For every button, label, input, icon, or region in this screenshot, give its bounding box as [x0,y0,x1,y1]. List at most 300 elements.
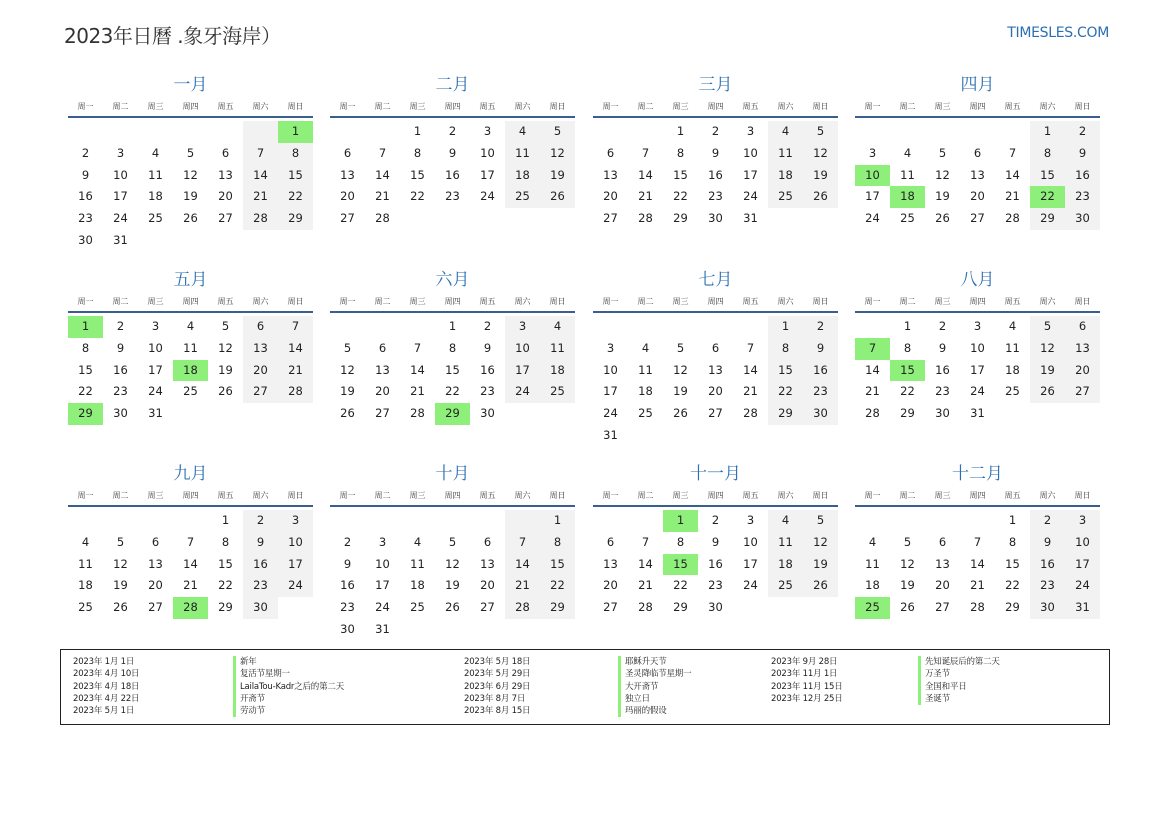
legend-holiday-name: LailaTou-Kadr之后的第二天 [233,681,344,693]
weekday-label: 周六 [514,297,531,306]
day-cell: 27 [243,381,278,403]
day-grid [855,316,1100,425]
day-cell: 20 [375,384,390,399]
day-cell: 24 [375,600,390,615]
day-cell: 21 [638,189,653,204]
empty-cell [698,316,733,338]
day-cell: 31 [1065,597,1100,619]
day-cell: 24 [603,406,618,421]
weekday-label: 周日 [549,491,566,500]
weekday-label: 周日 [1074,102,1091,111]
weekday-label: 周三 [672,491,689,500]
day-cell: 29 [900,406,915,421]
day-cell: 26 [445,600,460,615]
day-cell: 9 [938,340,947,355]
day-cell: 22 [540,575,575,597]
holiday-day-cell: 1 [68,316,103,338]
empty-cell [855,316,890,338]
legend-date: 2023年 5月 1日 [73,706,135,717]
day-cell: 12 [803,143,838,165]
day-cell: 7 [641,534,650,549]
day-cell: 7 [641,145,650,160]
day-cell: 8 [221,534,230,549]
day-cell: 3 [606,340,615,355]
day-cell: 10 [375,556,390,571]
weekday-label: 周六 [777,297,794,306]
month-name: 九月 [173,464,208,484]
legend-date: 2023年 8月 7日 [464,693,526,704]
day-cell: 20 [1065,360,1100,382]
weekday-label: 周五 [479,297,496,306]
day-cell: 16 [708,167,723,182]
day-cell: 3 [505,316,540,338]
day-cell: 10 [743,145,758,160]
month-block [855,267,1100,425]
legend-dates-3 [771,656,843,705]
day-cell: 23 [708,189,723,204]
day-cell: 13 [603,556,618,571]
legend-date: 2023年 6月 29日 [464,681,531,692]
holiday-day-cell: 22 [1030,186,1065,208]
day-cell: 30 [708,600,723,615]
day-cell: 23 [480,384,495,399]
weekday-label: 周四 [707,102,724,111]
day-cell: 6 [606,534,615,549]
empty-cell [995,121,1030,143]
day-cell: 18 [410,578,425,593]
day-grid [855,121,1100,230]
day-cell: 14 [183,556,198,571]
holiday-day-cell: 25 [855,597,890,619]
day-cell: 5 [1030,316,1065,338]
day-cell: 18 [638,384,653,399]
day-cell: 17 [480,167,495,182]
day-cell: 16 [445,167,460,182]
weekday-label: 周二 [637,491,654,500]
day-cell: 6 [711,340,720,355]
day-cell: 30 [340,621,355,636]
empty-cell [243,121,278,143]
day-cell: 27 [935,600,950,615]
day-cell: 24 [743,578,758,593]
weekday-header [593,487,838,507]
day-cell: 16 [340,578,355,593]
day-cell: 20 [935,578,950,593]
day-cell: 28 [410,406,425,421]
month-name: 十月 [435,464,470,484]
weekday-label: 周二 [899,491,916,500]
day-cell: 3 [151,319,160,333]
day-cell: 4 [505,121,540,143]
empty-cell [593,316,628,338]
day-cell: 22 [278,186,313,208]
day-cell: 4 [903,145,912,160]
day-cell: 2 [116,319,125,333]
day-cell: 20 [340,189,355,204]
day-cell: 25 [505,186,540,208]
day-cell: 11 [148,167,163,182]
day-cell: 16 [113,362,128,377]
day-cell: 10 [970,340,985,355]
day-cell: 22 [673,189,688,204]
legend-dates-1 [73,656,139,717]
day-cell: 13 [935,556,950,571]
month-block [855,461,1100,619]
legend-holiday-name: 开斋节 [233,693,344,705]
day-cell: 8 [1008,534,1017,549]
day-cell: 8 [540,532,575,554]
day-cell: 9 [1065,143,1100,165]
day-cell: 15 [278,165,313,187]
day-cell: 11 [1005,340,1020,355]
day-grid [330,316,575,425]
weekday-label: 周日 [287,297,304,306]
day-cell: 10 [113,167,128,182]
day-cell: 3 [483,124,492,138]
holiday-day-cell: 18 [890,186,925,208]
day-cell: 17 [970,362,985,377]
day-cell: 11 [865,556,880,571]
empty-cell [400,316,435,338]
day-cell: 5 [540,121,575,143]
day-cell: 7 [973,534,982,549]
day-cell: 22 [673,578,688,593]
month-block [593,461,838,619]
day-cell: 12 [1030,338,1065,360]
empty-cell [960,121,995,143]
day-cell: 26 [340,406,355,421]
day-cell: 1 [540,510,575,532]
empty-cell [960,510,995,532]
day-cell: 2 [1065,121,1100,143]
day-cell: 20 [218,189,233,204]
day-cell: 4 [641,340,650,355]
day-cell: 9 [711,534,720,549]
day-grid [593,121,838,230]
day-cell: 9 [483,340,492,355]
weekday-label: 周五 [742,297,759,306]
legend-holiday-name: 万圣节 [918,668,1000,680]
day-cell: 7 [378,145,387,160]
empty-cell [593,121,628,143]
legend-date: 2023年 8月 15日 [464,706,531,717]
holiday-day-cell: 18 [173,360,208,382]
day-cell: 23 [340,600,355,615]
month-name: 七月 [698,270,733,290]
holiday-day-cell: 10 [855,165,890,187]
day-cell: 12 [183,167,198,182]
day-cell: 1 [413,124,422,138]
day-cell: 13 [375,362,390,377]
month-block [593,72,838,230]
weekday-label: 周二 [637,297,654,306]
day-cell: 16 [935,362,950,377]
legend-dates-2 [464,656,530,717]
holiday-day-cell: 29 [68,403,103,425]
weekday-label: 周一 [339,102,356,111]
day-cell: 27 [970,211,985,226]
day-cell: 7 [243,143,278,165]
day-cell: 13 [970,167,985,182]
day-cell: 24 [865,211,880,226]
day-cell: 17 [603,384,618,399]
day-cell: 9 [1030,532,1065,554]
day-grid [68,510,313,619]
day-cell: 14 [970,556,985,571]
day-cell: 29 [278,208,313,230]
legend-date: 2023年 1月 1日 [73,657,135,667]
weekday-label: 周一 [77,491,94,500]
weekday-label: 周六 [514,491,531,500]
day-cell: 11 [410,556,425,571]
weekday-label: 周四 [707,491,724,500]
day-cell: 30 [480,406,495,421]
weekday-label: 周一 [339,297,356,306]
day-cell: 5 [803,510,838,532]
day-cell: 28 [638,211,653,226]
empty-cell [890,121,925,143]
day-cell: 20 [243,360,278,382]
weekday-header [593,293,838,313]
month-name: 二月 [435,75,470,95]
day-cell: 4 [768,510,803,532]
weekday-label: 周三 [147,102,164,111]
month-block [68,461,313,619]
month-block [68,267,313,425]
day-grid [593,510,838,619]
day-cell: 5 [448,534,457,549]
weekday-label: 周五 [217,102,234,111]
day-cell: 18 [865,578,880,593]
day-grid [68,121,313,252]
day-cell: 13 [148,556,163,571]
day-cell: 14 [865,362,880,377]
day-cell: 1 [448,319,457,333]
day-cell: 5 [903,534,912,549]
day-cell: 12 [540,143,575,165]
day-cell: 19 [1030,360,1065,382]
month-name: 三月 [698,75,733,95]
day-cell: 28 [505,597,540,619]
day-cell: 2 [1030,510,1065,532]
legend-names-1 [233,656,344,717]
weekday-label: 周二 [637,102,654,111]
day-cell: 25 [183,384,198,399]
day-cell: 10 [1065,532,1100,554]
weekday-header [330,293,575,313]
month-name: 八月 [960,270,995,290]
day-cell: 1 [768,316,803,338]
day-cell: 24 [970,384,985,399]
day-cell: 29 [218,600,233,615]
day-cell: 6 [938,534,947,549]
day-cell: 8 [768,338,803,360]
day-cell: 23 [1030,575,1065,597]
day-cell: 11 [540,338,575,360]
day-cell: 24 [148,384,163,399]
day-cell: 31 [148,406,163,421]
day-cell: 14 [638,167,653,182]
day-cell: 5 [116,534,125,549]
day-cell: 30 [243,597,278,619]
day-cell: 25 [900,211,915,226]
day-grid [68,316,313,425]
day-cell: 9 [81,167,90,182]
weekday-label: 周日 [1074,491,1091,500]
day-cell: 19 [803,554,838,576]
day-cell: 7 [278,316,313,338]
day-cell: 23 [78,211,93,226]
legend-date: 2023年 11月 15日 [771,681,843,692]
day-cell: 12 [935,167,950,182]
legend-date: 2023年 11月 1日 [771,669,838,680]
day-cell: 23 [445,189,460,204]
legend-holiday-name: 大开斋节 [618,681,691,693]
day-cell: 24 [743,189,758,204]
day-cell: 4 [868,534,877,549]
day-cell: 15 [78,362,93,377]
day-cell: 16 [708,556,723,571]
day-cell: 17 [505,360,540,382]
day-grid [855,510,1100,619]
weekday-label: 周三 [934,491,951,500]
day-cell: 1 [903,319,912,333]
weekday-label: 周四 [444,297,461,306]
day-cell: 5 [343,340,352,355]
day-cell: 27 [603,600,618,615]
weekday-label: 周五 [479,491,496,500]
day-cell: 29 [673,211,688,226]
empty-cell [593,510,628,532]
day-cell: 15 [768,360,803,382]
weekday-label: 周四 [969,102,986,111]
day-cell: 17 [865,189,880,204]
day-cell: 30 [1030,597,1065,619]
day-cell: 3 [746,124,755,138]
day-cell: 4 [151,145,160,160]
day-cell: 20 [148,578,163,593]
weekday-label: 周一 [77,297,94,306]
day-cell: 31 [743,211,758,226]
day-cell: 13 [480,556,495,571]
day-cell: 18 [148,189,163,204]
month-name: 一月 [173,75,208,95]
day-cell: 10 [743,534,758,549]
empty-cell [663,316,698,338]
day-cell: 4 [1008,319,1017,333]
day-grid [593,316,838,447]
day-cell: 27 [480,600,495,615]
day-cell: 14 [375,167,390,182]
day-cell: 25 [410,600,425,615]
day-cell: 18 [78,578,93,593]
day-cell: 11 [900,167,915,182]
day-cell: 16 [78,189,93,204]
day-cell: 14 [505,554,540,576]
legend-date: 2023年 5月 29日 [464,669,531,680]
day-cell: 18 [540,360,575,382]
day-cell: 16 [480,362,495,377]
empty-cell [400,510,435,532]
day-cell: 28 [638,600,653,615]
day-cell: 5 [803,121,838,143]
day-cell: 3 [1065,510,1100,532]
day-cell: 6 [606,145,615,160]
day-cell: 4 [540,316,575,338]
weekday-label: 周五 [1004,491,1021,500]
weekday-header [855,293,1100,313]
day-cell: 25 [78,600,93,615]
day-cell: 26 [540,186,575,208]
day-cell: 19 [218,362,233,377]
month-block [330,267,575,425]
day-cell: 25 [1005,384,1020,399]
month-name: 六月 [435,270,470,290]
day-cell: 26 [218,384,233,399]
day-cell: 8 [903,340,912,355]
empty-cell [628,316,663,338]
day-cell: 8 [676,534,685,549]
month-name: 十一月 [690,464,741,484]
day-cell: 21 [743,384,758,399]
day-cell: 19 [803,165,838,187]
day-cell: 1 [676,124,685,138]
weekday-label: 周六 [777,491,794,500]
empty-cell [855,121,890,143]
day-cell: 19 [900,578,915,593]
day-cell: 26 [113,600,128,615]
weekday-label: 周一 [864,491,881,500]
day-cell: 31 [375,621,390,636]
weekday-label: 周五 [217,491,234,500]
day-cell: 6 [221,145,230,160]
day-cell: 14 [743,362,758,377]
day-cell: 15 [218,556,233,571]
empty-cell [173,510,208,532]
weekday-label: 周日 [287,491,304,500]
day-cell: 27 [218,211,233,226]
legend-date: 2023年 5月 18日 [464,657,531,667]
day-cell: 17 [375,578,390,593]
day-cell: 3 [378,534,387,549]
day-cell: 20 [708,384,723,399]
day-cell: 8 [413,145,422,160]
day-cell: 22 [1005,578,1020,593]
empty-cell [138,510,173,532]
day-cell: 28 [743,406,758,421]
weekday-label: 周六 [252,297,269,306]
day-cell: 24 [278,575,313,597]
day-cell: 29 [1030,208,1065,230]
day-cell: 3 [116,145,125,160]
day-cell: 21 [243,186,278,208]
day-cell: 7 [413,340,422,355]
day-cell: 23 [1065,186,1100,208]
day-cell: 13 [1065,338,1100,360]
day-cell: 31 [113,232,128,247]
day-cell: 22 [445,384,460,399]
weekday-label: 周二 [112,297,129,306]
empty-cell [138,121,173,143]
day-cell: 26 [1030,381,1065,403]
weekday-label: 周三 [409,491,426,500]
brand-link[interactable]: TIMESLES.COM [1007,25,1109,41]
day-cell: 2 [711,124,720,138]
day-cell: 15 [410,167,425,182]
month-name: 十二月 [952,464,1003,484]
legend-holiday-name: 复活节星期一 [233,668,344,680]
day-cell: 31 [603,427,618,442]
